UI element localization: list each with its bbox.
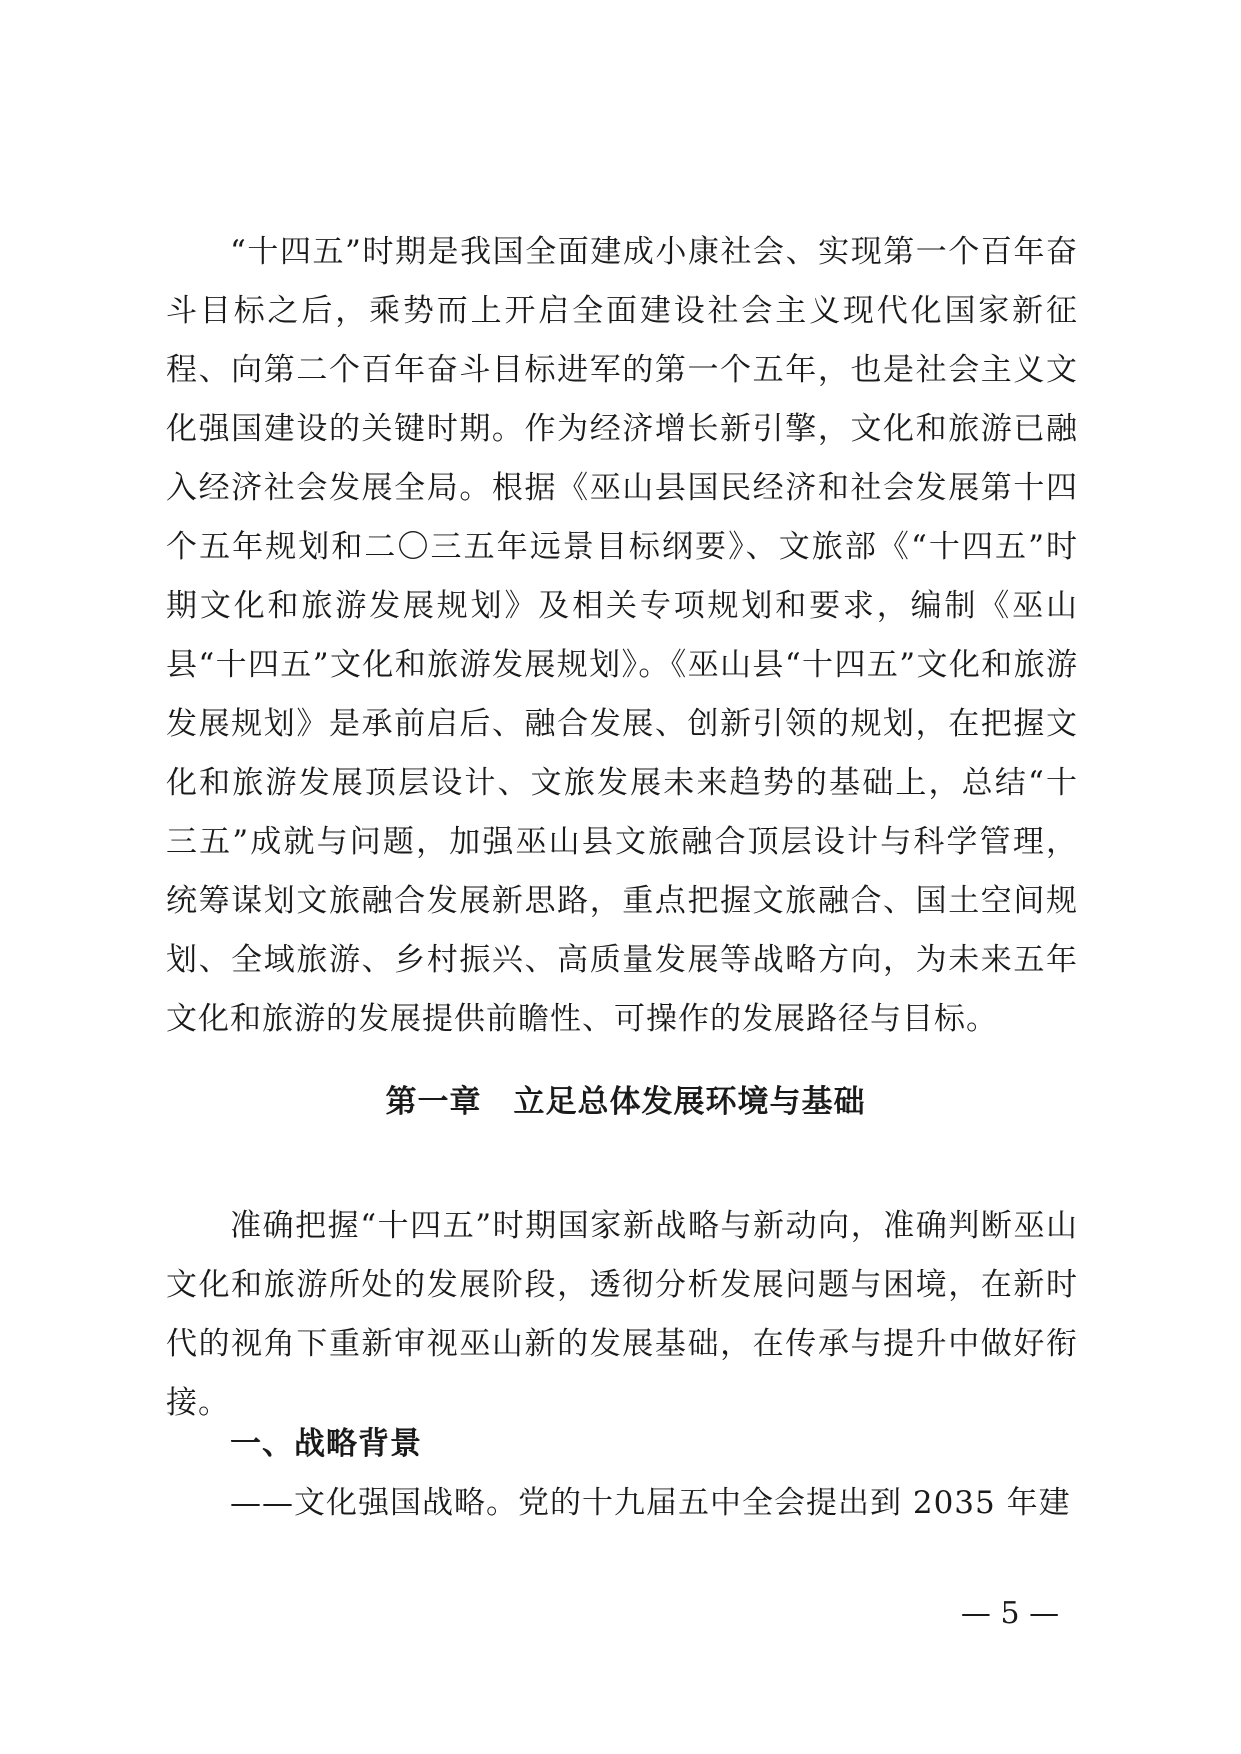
page-number: — 5 — (960, 1596, 1060, 1631)
intro-paragraph: “十四五”时期是我国全面建成小康社会、实现第一个百年奋斗目标之后，乘势而上开启全面建设社会主义现代化国家新征程、向第二个百年奋斗目标进军的第一个五年，也是社会主义文化强国建设的关键时期。作为经济增长新引擎，文化和旅游已融入经济社会发展全局。根据《巫山县国民经济和社会发展第十四个五年规划和二〇三五年远景目标纲要》、文旅部《“十四五”时期文化和旅游发展规划》及相关专项规划和要求，编制《巫山县“十四五”文化和旅游发展规划》。《巫山县“十四五”文化和旅游发展规划》是承前启后、融合发展、创新引领的规划，在把握文化和旅游发展顶层设计、文旅发展未来趋势的基础上，总结“十三五”成就与问题，加强巫山县文旅融合顶层设计与科学管理，统筹谋划文旅融合发展新思路，重点把握文旅融合、国土空间规划、全域旅游、乡村振兴、高质量发展等战略方向，为未来五年文化和旅游的发展提供前瞻性、可操作的发展路径与目标。 (166, 234, 1078, 1037)
strategy-paragraph: ——文化强国战略。党的十九届五中全会提出到 2035 年建 (230, 1485, 1071, 1521)
chapter-title: 第一章 立足总体发展环境与基础 (385, 1084, 866, 1120)
section-heading: 一、战略背景 (230, 1426, 422, 1462)
chapter-intro-paragraph: 准确把握“十四五”时期国家新战略与新动向，准确判断巫山文化和旅游所处的发展阶段，透彻分析发展问题与困境，在新时代的视角下重新审视巫山新的发展基础，在传承与提升中做好衔接。 (166, 1208, 1078, 1421)
